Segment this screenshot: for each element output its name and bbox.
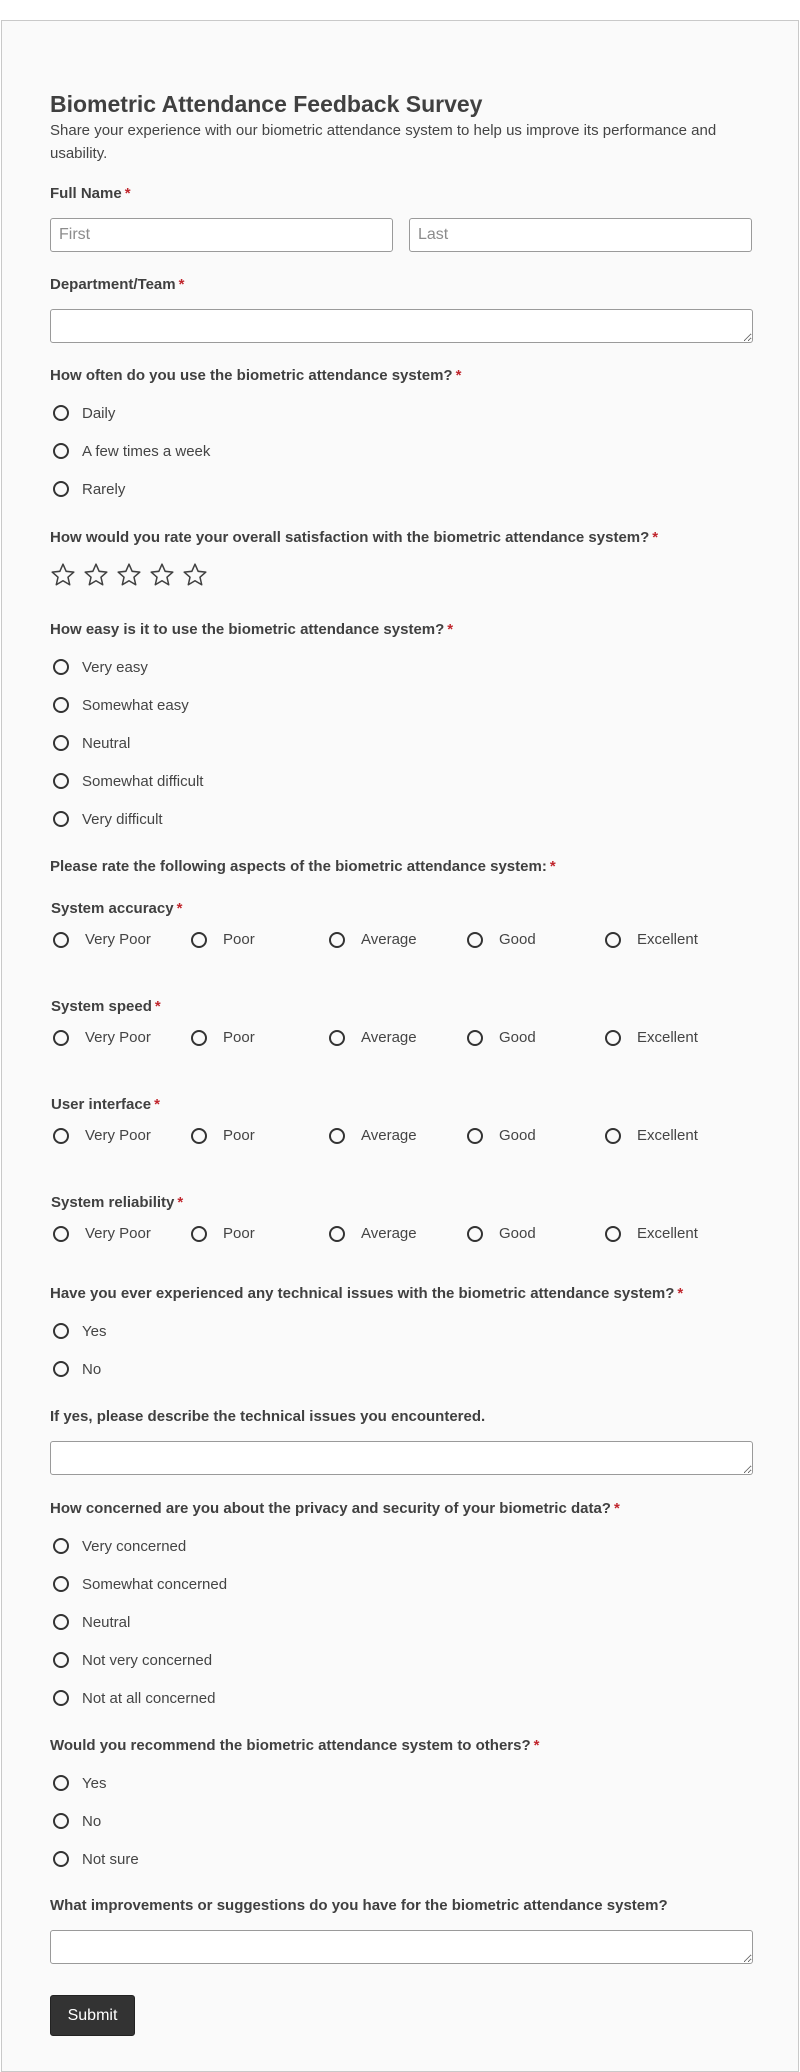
survey-form-card: [1, 20, 799, 2072]
required-marker: *: [652, 529, 659, 546]
privacy-question: [50, 1499, 620, 1717]
radio-option-label: No: [82, 1360, 102, 1378]
required-marker: *: [613, 1500, 620, 1517]
required-marker: *: [176, 900, 183, 917]
matrix-option-label: Poor: [223, 1127, 255, 1144]
department-input[interactable]: [50, 309, 753, 343]
suggestions-label: What improvements or suggestions do you have for the biometric attendance system?: [50, 1897, 668, 1914]
required-marker: *: [154, 1096, 160, 1113]
last-name-input[interactable]: [409, 218, 752, 252]
matrix-option[interactable]: [188, 1029, 326, 1046]
radio-button[interactable]: [329, 1030, 345, 1046]
radio-option[interactable]: [50, 648, 453, 686]
matrix-option-label: Average: [361, 1225, 417, 1242]
radio-button[interactable]: [53, 1226, 69, 1242]
technical-issues-label: Have you ever experienced any technical issues with the biometric attendance system? *: [50, 1285, 684, 1302]
full-name-label: Full Name *: [50, 185, 131, 202]
required-marker: *: [549, 858, 556, 875]
form-description: Share your experience with our biometric attendance system to help us improve its performance and usability.: [50, 122, 717, 162]
radio-option-label: No: [82, 1812, 102, 1830]
matrix-option-label: Very Poor: [85, 1127, 151, 1144]
matrix-row-label: System accuracy *: [51, 900, 183, 917]
radio-button[interactable]: [467, 1128, 483, 1144]
matrix-option-label: Excellent: [637, 931, 698, 948]
usage-frequency-options: [50, 394, 461, 508]
radio-button[interactable]: [467, 1030, 483, 1046]
matrix-option[interactable]: [50, 1225, 188, 1242]
submit-button[interactable]: Submit: [50, 1995, 135, 2036]
radio-option[interactable]: [50, 686, 453, 724]
issue-description-input[interactable]: [50, 1441, 753, 1475]
matrix-option-label: Poor: [223, 1029, 255, 1046]
matrix-option-label: Excellent: [637, 1029, 698, 1046]
star-icon[interactable]: [149, 562, 175, 588]
satisfaction-question: [50, 528, 658, 588]
radio-option-label: Very easy: [82, 658, 148, 676]
matrix-option[interactable]: [50, 931, 188, 948]
matrix-option[interactable]: [188, 1127, 326, 1144]
radio-option[interactable]: [50, 1565, 620, 1603]
matrix-option-label: Excellent: [637, 1127, 698, 1144]
radio-option-label: Daily: [82, 404, 116, 422]
matrix-option[interactable]: [326, 1029, 464, 1046]
aspects-label: Please rate the following aspects of the biometric attendance system: *: [50, 858, 556, 875]
radio-option[interactable]: [50, 1840, 540, 1878]
matrix-option-label: Good: [499, 1029, 536, 1046]
radio-button[interactable]: [53, 1690, 69, 1706]
usage-frequency-label: How often do you use the biometric attendance system? *: [50, 367, 462, 384]
radio-button[interactable]: [53, 811, 69, 827]
radio-option[interactable]: [50, 1312, 683, 1350]
required-marker: *: [455, 367, 462, 384]
form-title: Biometric Attendance Feedback Survey: [50, 91, 483, 117]
radio-option-label: Not very concerned: [82, 1651, 213, 1669]
radio-button[interactable]: [53, 1614, 69, 1630]
department-field: [50, 275, 753, 343]
radio-option-label: Somewhat difficult: [82, 772, 204, 790]
radio-option-label: Rarely: [82, 480, 126, 498]
usage-frequency-question: [50, 366, 461, 508]
radio-button[interactable]: [53, 659, 69, 675]
radio-option[interactable]: [50, 1641, 620, 1679]
satisfaction-label: How would you rate your overall satisfaction with the biometric attendance system? *: [50, 529, 659, 546]
issue-description-label: If yes, please describe the technical issues you encountered.: [50, 1408, 486, 1425]
radio-button[interactable]: [53, 1323, 69, 1339]
form-header: [50, 89, 740, 165]
radio-option[interactable]: [50, 1527, 620, 1565]
radio-option-label: Neutral: [82, 734, 131, 752]
matrix-option[interactable]: [326, 1225, 464, 1242]
required-marker: *: [533, 1737, 540, 1754]
matrix-option[interactable]: [326, 931, 464, 948]
matrix-option-label: Poor: [223, 1225, 255, 1242]
matrix-option[interactable]: [464, 1127, 602, 1144]
required-marker: *: [178, 276, 185, 293]
radio-button[interactable]: [53, 735, 69, 751]
radio-option[interactable]: [50, 394, 461, 432]
technical-issues-options: [50, 1312, 683, 1388]
recommend-options: [50, 1764, 540, 1878]
radio-button[interactable]: [53, 773, 69, 789]
matrix-option[interactable]: [188, 1225, 326, 1242]
radio-button[interactable]: [605, 1128, 621, 1144]
radio-option[interactable]: [50, 470, 461, 508]
radio-option[interactable]: [50, 1764, 540, 1802]
matrix-option[interactable]: [464, 1225, 602, 1242]
matrix-option[interactable]: [602, 931, 740, 948]
radio-button[interactable]: [329, 1226, 345, 1242]
radio-option-label: Very difficult: [82, 810, 163, 828]
radio-button[interactable]: [191, 932, 207, 948]
radio-button[interactable]: [53, 481, 69, 497]
issue-description-field: [50, 1407, 753, 1475]
radio-button[interactable]: [53, 1361, 69, 1377]
matrix-option-label: Good: [499, 1225, 536, 1242]
radio-button[interactable]: [53, 405, 69, 421]
star-icon[interactable]: [182, 562, 208, 588]
radio-button[interactable]: [191, 1226, 207, 1242]
star-icon[interactable]: [83, 562, 109, 588]
required-marker: *: [124, 185, 131, 202]
radio-option-label: Yes: [82, 1322, 107, 1340]
radio-option[interactable]: [50, 432, 461, 470]
matrix-row-label: System reliability *: [51, 1194, 184, 1211]
matrix-option-label: Good: [499, 1127, 536, 1144]
radio-button[interactable]: [605, 1226, 621, 1242]
radio-button[interactable]: [53, 1030, 69, 1046]
matrix-option[interactable]: [50, 1127, 188, 1144]
matrix-option[interactable]: [188, 931, 326, 948]
ease-of-use-question: [50, 620, 453, 838]
radio-option-label: Not at all concerned: [82, 1689, 216, 1707]
radio-option[interactable]: [50, 724, 453, 762]
matrix-row-label: System speed *: [51, 998, 161, 1015]
radio-button[interactable]: [53, 1576, 69, 1592]
radio-button[interactable]: [53, 1128, 69, 1144]
matrix-options: [50, 1225, 740, 1242]
matrix-option[interactable]: [602, 1029, 740, 1046]
radio-button[interactable]: [467, 932, 483, 948]
radio-option[interactable]: [50, 1679, 620, 1717]
privacy-label: How concerned are you about the privacy and security of your biometric data? *: [50, 1500, 620, 1517]
required-marker: *: [154, 998, 161, 1015]
radio-option-label: A few times a week: [82, 442, 211, 460]
matrix-option[interactable]: [602, 1127, 740, 1144]
radio-option-label: Not sure: [82, 1850, 139, 1868]
matrix-options: [50, 1127, 740, 1144]
radio-button[interactable]: [191, 1128, 207, 1144]
radio-button[interactable]: [605, 932, 621, 948]
department-label: Department/Team *: [50, 276, 185, 293]
matrix-option-label: Very Poor: [85, 1029, 151, 1046]
radio-option[interactable]: [50, 1350, 683, 1388]
radio-option-label: Somewhat easy: [82, 696, 189, 714]
matrix-options: [50, 931, 740, 948]
matrix-option-label: Average: [361, 1127, 417, 1144]
radio-option[interactable]: [50, 800, 453, 838]
radio-button[interactable]: [53, 1851, 69, 1867]
star-icon[interactable]: [116, 562, 142, 588]
recommend-question: [50, 1736, 540, 1878]
radio-button[interactable]: [605, 1030, 621, 1046]
matrix-options: [50, 1029, 740, 1046]
matrix-option[interactable]: [602, 1225, 740, 1242]
matrix-row-label: User interface *: [51, 1096, 160, 1113]
form-actions: [50, 1995, 135, 2036]
recommend-label: Would you recommend the biometric attendance system to others? *: [50, 1737, 540, 1754]
radio-button[interactable]: [329, 932, 345, 948]
ease-of-use-label: How easy is it to use the biometric attendance system? *: [50, 621, 454, 638]
radio-button[interactable]: [53, 932, 69, 948]
ease-of-use-options: [50, 648, 453, 838]
radio-option-label: Neutral: [82, 1613, 131, 1631]
required-marker: *: [677, 1285, 684, 1302]
radio-option[interactable]: [50, 762, 453, 800]
matrix-option-label: Average: [361, 931, 417, 948]
radio-button[interactable]: [329, 1128, 345, 1144]
radio-button[interactable]: [53, 697, 69, 713]
matrix-option-label: Very Poor: [85, 931, 151, 948]
radio-option-label: Yes: [82, 1774, 107, 1792]
star-rating: [50, 562, 658, 588]
radio-option[interactable]: [50, 1603, 620, 1641]
matrix-row-system-speed: [50, 997, 740, 1046]
radio-button[interactable]: [53, 1538, 69, 1554]
matrix-option-label: Good: [499, 931, 536, 948]
radio-button[interactable]: [53, 1813, 69, 1829]
matrix-row-system-reliability: [50, 1193, 740, 1242]
aspects-question: [50, 857, 556, 877]
matrix-row-system-accuracy: [50, 899, 740, 948]
matrix-option[interactable]: [464, 931, 602, 948]
matrix-option[interactable]: [50, 1029, 188, 1046]
suggestions-field: [50, 1896, 753, 1964]
star-icon[interactable]: [50, 562, 76, 588]
radio-button[interactable]: [53, 1775, 69, 1791]
matrix-option[interactable]: [464, 1029, 602, 1046]
required-marker: *: [447, 621, 454, 638]
technical-issues-question: [50, 1284, 683, 1388]
suggestions-input[interactable]: [50, 1930, 753, 1964]
radio-option-label: Very concerned: [82, 1537, 187, 1555]
full-name-field: [50, 184, 752, 252]
radio-option-label: Somewhat concerned: [82, 1575, 228, 1593]
required-marker: *: [177, 1194, 184, 1211]
matrix-option-label: Excellent: [637, 1225, 698, 1242]
matrix-option[interactable]: [326, 1127, 464, 1144]
radio-option[interactable]: [50, 1802, 540, 1840]
matrix-option-label: Very Poor: [85, 1225, 151, 1242]
radio-button[interactable]: [53, 1652, 69, 1668]
radio-button[interactable]: [191, 1030, 207, 1046]
matrix-option-label: Average: [361, 1029, 417, 1046]
privacy-options: [50, 1527, 620, 1717]
matrix-option-label: Poor: [223, 931, 255, 948]
radio-button[interactable]: [467, 1226, 483, 1242]
matrix-row-user-interface: [50, 1095, 740, 1144]
radio-button[interactable]: [53, 443, 69, 459]
first-name-input[interactable]: [50, 218, 393, 252]
